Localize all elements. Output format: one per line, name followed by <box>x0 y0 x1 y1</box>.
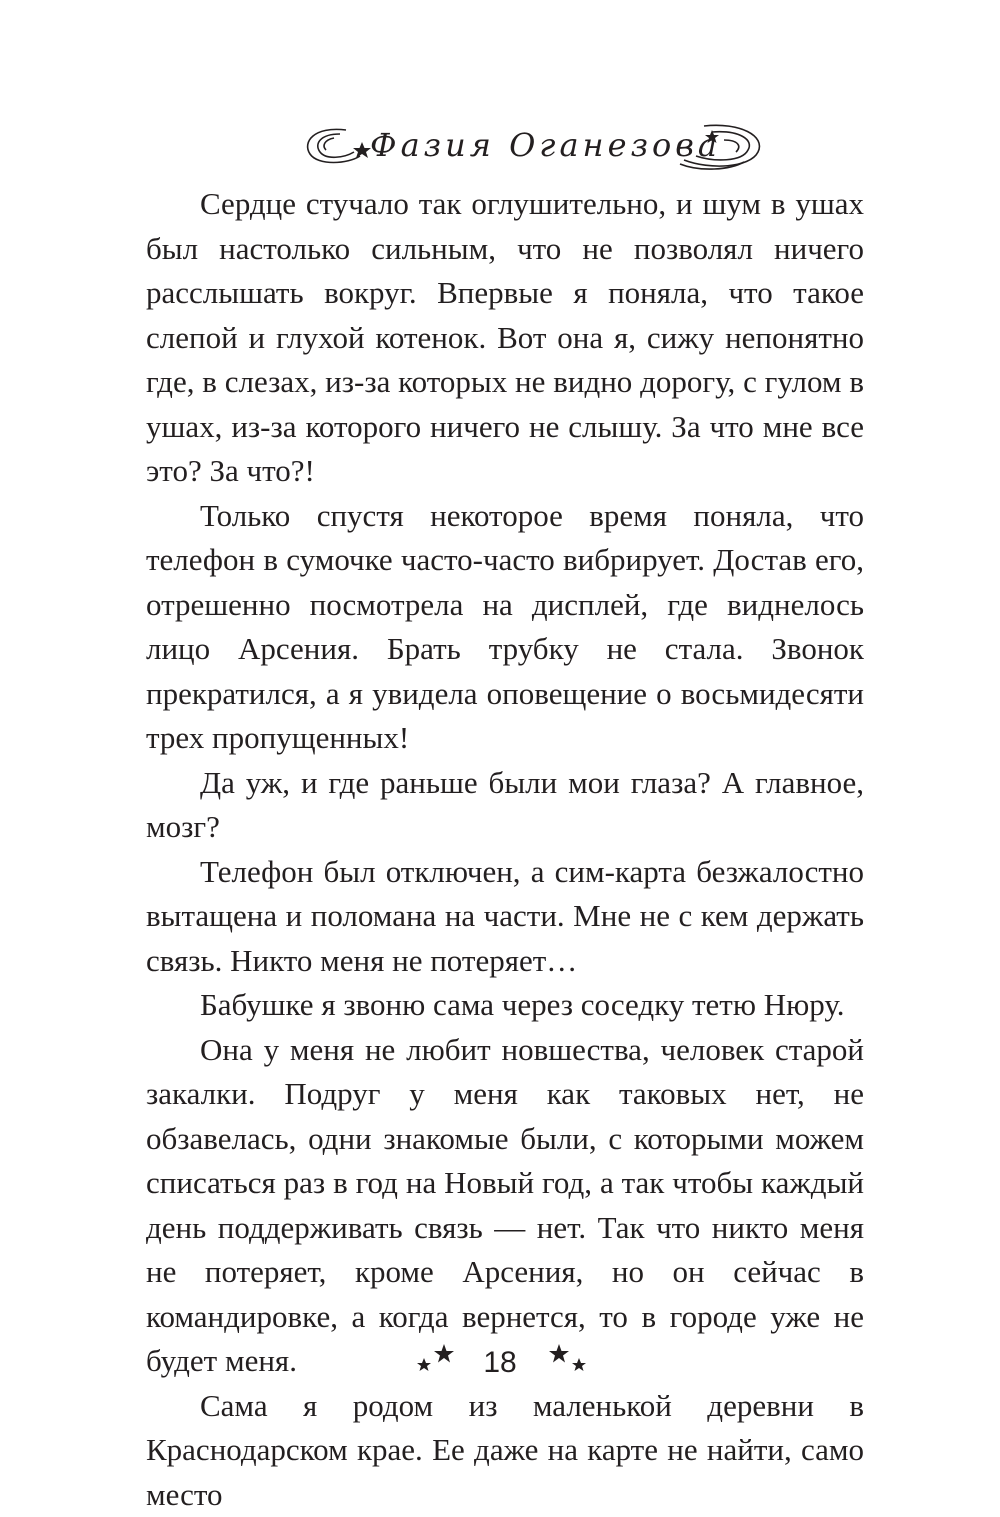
paragraph: Да уж, и где раньше были мои глаза? А главное, мозг? <box>146 761 864 850</box>
stars-right-icon <box>545 1340 595 1380</box>
paragraph: Бабушке я звоню сама через соседку тетю Нюру. <box>146 983 864 1028</box>
paragraph: Сердце стучало так оглушительно, и шум в ушах был настолько сильным, что не позволял ничего расслышать вокруг. Впервые я поняла, что такое слепой и глухой котенок. Вот она я, сижу непонятно где, в слезах, из-за которых не видно дорогу, с гулом в ушах, из-за которого ничего не слышу. За что мне все это? За что?! <box>146 182 864 494</box>
paragraph: Она у меня не любит новшества, человек старой закалки. Подруг у меня как таковых нет, не обзавелась, одни знакомые были, с которыми можем списаться раз в год на Новый год, а так чтобы каждый день поддерживать связь — нет. Так что никто меня не потеряет, кроме Арсения, но он сейчас в командировке, а когда вернется, то в городе уже не будет меня. <box>146 1028 864 1384</box>
page-footer <box>400 1340 600 1390</box>
star-icon <box>353 142 371 158</box>
paragraph: Сама я родом из маленькой деревни в Краснодарском крае. Ее даже на карте не найти, само место <box>146 1384 864 1517</box>
author-name: Фазия Оганезова <box>370 126 721 164</box>
running-header <box>300 112 770 182</box>
paragraph: Телефон был отключен, а сим-карта безжалостно вытащена и поломана на части. Мне не с кем держать связь. Никто меня не потеряет… <box>146 850 864 984</box>
page-number: 18 <box>400 1346 600 1380</box>
chapter-text <box>146 182 864 1517</box>
paragraph: Только спустя некоторое время поняла, что телефон в сумочке часто-часто вибрирует. Достав его, отрешенно посмотрела на дисплей, где виднелось лицо Арсения. Брать трубку не стала. Звонок прекратился, а я увидела оповещение о восьмидесяти трех пропущенных! <box>146 494 864 761</box>
